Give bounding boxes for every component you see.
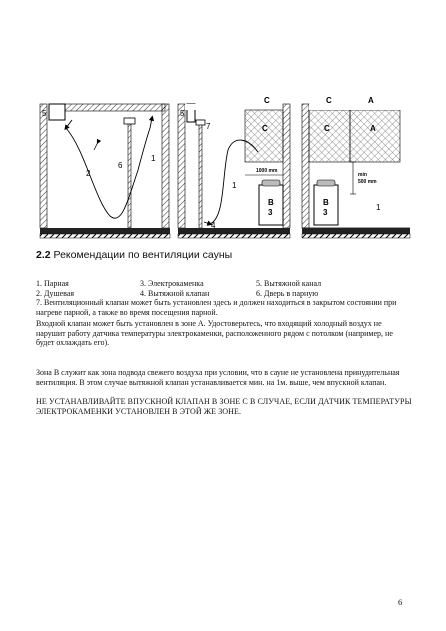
label-c-inner: C (262, 124, 268, 133)
paragraph-zone-b: Зона В служит как зона подвода свежего воздуха при условии, что в сауне не установлена принудительная вентиляция. В этом случае вытяжной клапан устанавливается мин. на 1м. выше, чем впускной клапан. (36, 368, 400, 387)
dim-500mm: 500 mm (358, 179, 377, 185)
label-a-inner: A (370, 124, 376, 133)
legend-item: 3. Электрокаменка (140, 279, 204, 288)
label-b: B (268, 198, 274, 207)
label-c-top3: C (326, 96, 332, 105)
legend-item: 1. Парная (36, 279, 69, 288)
legend-row (36, 289, 416, 299)
label-2: 2 (86, 169, 91, 178)
panel-1 (40, 104, 170, 238)
label-c-inner3: C (324, 124, 330, 133)
legend-item: 5. Вытяжной канал (256, 279, 322, 288)
ventilation-diagram (0, 0, 446, 250)
label-3b: 3 (323, 208, 328, 217)
label-a-top: A (368, 96, 374, 105)
legend-item: 2. Душевая (36, 288, 75, 298)
label-5: 5 (42, 109, 47, 118)
page-number: 6 (398, 597, 403, 607)
panel-3 (302, 96, 410, 238)
label-7: 7 (206, 122, 211, 131)
label-3: 3 (268, 208, 273, 217)
panel-2 (178, 96, 290, 238)
label-b3: B (323, 198, 329, 207)
dim-1000mm: 1000 mm (256, 168, 278, 174)
paragraph-warning-zone-c: НЕ УСТАНАВЛИВАЙТЕ ВПУСКНОЙ КЛАПАН В ЗОНЕ С В СЛУЧАЕ, ЕСЛИ ДАТЧИК ТЕМПЕРАТУРЫ ЭЛЕКТРОКАМЕНКИ УСТАНОВЛЕН В ЭТОЙ ЖЕ ЗОНЕ. (36, 397, 412, 416)
paragraph-inlet-zone-a: Входной клапан может быть установлен в зоне А. Удостоверьтесь, что входящий холодный воздух не нарушит работу датчика температуры электрокаменки, расположенного рядом с потолком (например, не будет охлаждать его). (36, 319, 393, 348)
paragraph-valve-7: 7. Вентиляционный клапан может быть установлен здесь и должен находиться в закрытом состоянии при нагреве парной, а также во время посещения парной. (36, 298, 397, 317)
legend-item: 4. Вытяжной клапан (140, 288, 210, 298)
label-1c: 1 (376, 203, 381, 212)
label-c-top: C (264, 96, 270, 105)
legend-row (36, 279, 416, 289)
section-title: Рекомендации по вентиляции сауны (53, 249, 233, 261)
label-4: 4 (211, 221, 216, 230)
section-heading (36, 249, 232, 261)
dim-min: min (358, 172, 367, 178)
label-1b: 1 (232, 181, 237, 190)
legend-item: 6. Дверь в парную (256, 288, 319, 298)
label-5b: 5 (180, 109, 185, 118)
legend (36, 279, 416, 298)
label-6: 6 (118, 161, 123, 170)
label-1: 1 (151, 154, 156, 163)
section-number: 2.2 (36, 249, 51, 261)
